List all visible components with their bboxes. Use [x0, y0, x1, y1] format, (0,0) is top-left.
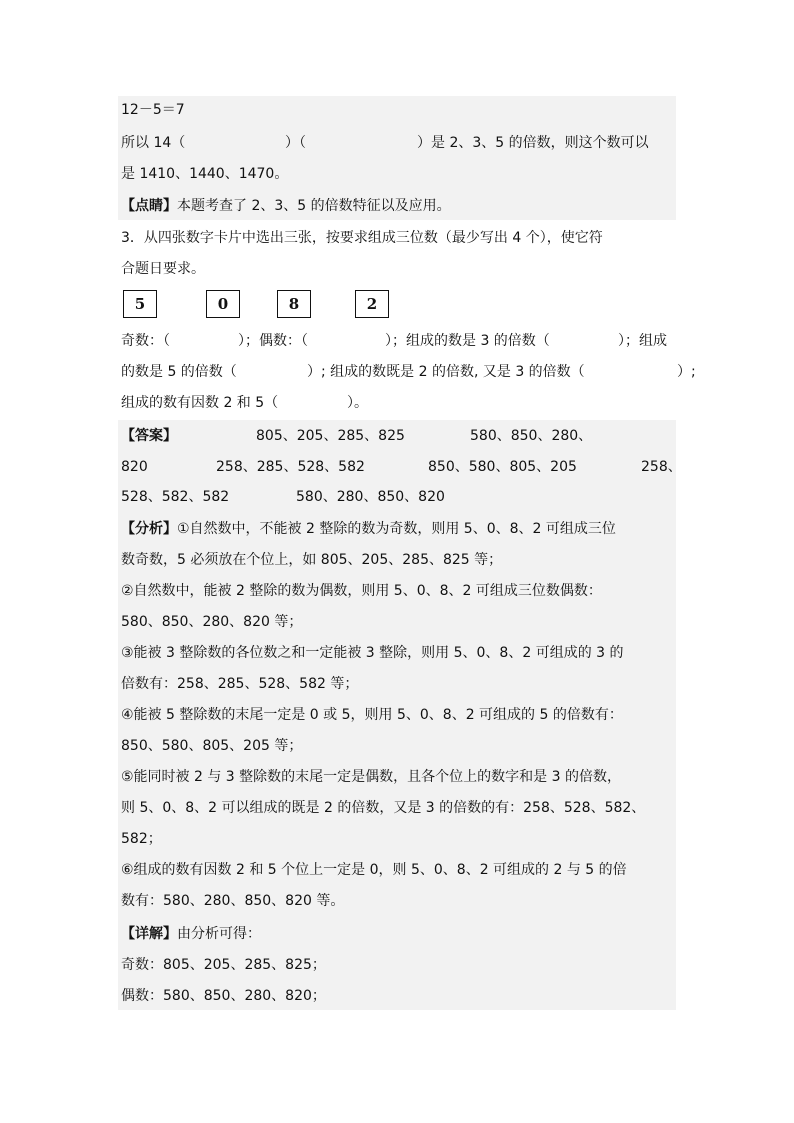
analysis-line-11: 582；	[121, 831, 162, 847]
answer-odd: 805、205、285、825	[256, 428, 405, 444]
analysis-line-12: ⑥组成的数有因数 2 和 5 个位上一定是 0，则 5、0、8、2 可组成的 2 与 5 的倍	[121, 862, 627, 878]
answer-even: 580、850、280、	[470, 428, 593, 444]
analysis-text-1: ①自然数中，不能被 2 整除的数为奇数，则用 5、0、8、2 可组成三位	[177, 521, 616, 537]
odd-blank-label: 奇数：（	[121, 333, 170, 349]
digit-card-8: 8	[277, 290, 311, 318]
digit-card-0: 0	[206, 290, 240, 318]
analysis-line-10: 则 5、0、8、2 可以组成的既是 2 的倍数，又是 3 的倍数的有：258、528、582、	[121, 800, 646, 816]
analysis-line-3: ②自然数中，能被 2 整除的数为偶数，则用 5、0、8、2 可组成三位数偶数：	[121, 583, 602, 599]
digit-card-2: 2	[355, 290, 389, 318]
answer-multiple-2-3: 258、	[641, 459, 682, 475]
conclusion-part-c: ）是 2、3、5 的倍数，则这个数可以	[417, 135, 649, 151]
answer-even-cont: 820	[121, 459, 148, 475]
detail-line-1	[121, 924, 261, 944]
answer-multiple-5: 850、580、805、205	[428, 459, 577, 475]
conclusion-part-b: ）（	[285, 135, 306, 151]
analysis-line-5: ③能被 3 整除数的各位数之和一定能被 3 整除，则用 5、0、8、2 可组成的 3 的	[121, 645, 624, 661]
analysis-label: 【分析】	[121, 521, 177, 537]
conclusion-line-2: 是 1410、1440、1470。	[121, 166, 289, 182]
multiple-3-blank-label: ）；组成的数是 3 的倍数（	[385, 333, 550, 349]
detail-label: 【详解】	[121, 926, 177, 942]
compose-label: ）；组成	[618, 333, 667, 349]
equation-line: 12－5＝7	[121, 102, 185, 118]
conclusion-part-a: 所以 14（	[121, 135, 186, 151]
answer-multiple-2-3-cont: 528、582、582	[121, 489, 230, 505]
analysis-line-4: 580、850、280、820 等；	[121, 614, 303, 630]
even-blank-label: ）；偶数：（	[238, 333, 308, 349]
answer-factor-2-5: 580、280、850、820	[296, 489, 445, 505]
question-line-2: 合题日要求。	[121, 261, 205, 277]
factor-2-5-blank-label: 组成的数有因数 2 和 5（	[121, 395, 279, 411]
tip-line	[121, 196, 451, 216]
question-line-1: 3．从四张数字卡片中选出三张，按要求组成三位数（最少写出 4 个），使它符	[121, 230, 603, 246]
multiple-2-3-blank-label: ）; 组成的数既是 2 的倍数, 又是 3 的倍数（	[307, 364, 585, 380]
answer-multiple-3: 258、285、528、582	[216, 459, 365, 475]
analysis-line-13: 数有：580、280、850、820 等。	[121, 893, 345, 909]
answer-label: 【答案】	[121, 428, 177, 444]
detail-odd-line: 奇数：805、205、285、825；	[121, 957, 326, 973]
detail-intro: 由分析可得：	[177, 926, 261, 942]
multiple-5-blank-label: 的数是 5 的倍数（	[121, 364, 237, 380]
tip-label: 【点睛】	[121, 198, 177, 214]
analysis-line-6: 倍数有：258、285、528、582 等；	[121, 676, 359, 692]
analysis-line-8: 850、580、805、205 等；	[121, 738, 303, 754]
digit-card-5: 5	[123, 290, 157, 318]
analysis-line-9: ⑤能同时被 2 与 3 整除数的末尾一定是偶数，且各个位上的数字和是 3 的倍数，	[121, 769, 621, 785]
factor-blank-close: ）。	[347, 395, 368, 411]
detail-even-line: 偶数：580、850、280、820；	[121, 988, 326, 1004]
analysis-line-7: ④能被 5 整除数的末尾一定是 0 或 5，则用 5、0、8、2 可组成的 5 的倍数有：	[121, 707, 623, 723]
tip-text: 本题考查了 2、3、5 的倍数特征以及应用。	[177, 198, 451, 214]
analysis-line-1	[121, 519, 616, 539]
line-end: ）;	[677, 364, 696, 380]
analysis-line-2: 数奇数，5 必须放在个位上，如 805、205、285、825 等；	[121, 552, 503, 568]
